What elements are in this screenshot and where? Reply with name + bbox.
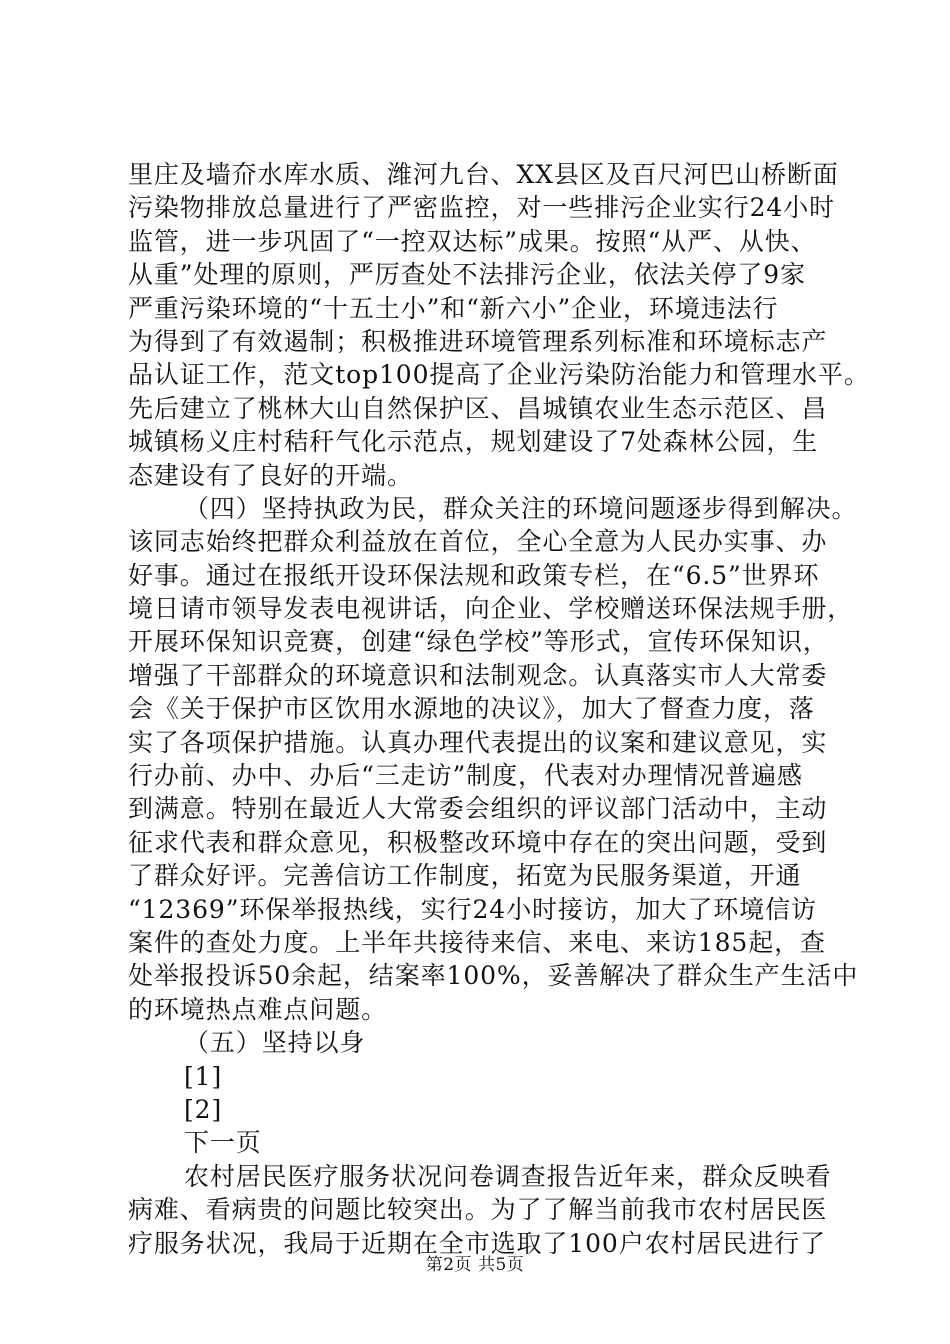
text-line: 该同志始终把群众利益放在首位，全心全意为人民办实事、办 xyxy=(128,527,828,557)
text-line: 为得到了有效遏制；积极推进环境管理系列标准和环境标志产 xyxy=(128,326,828,356)
text-line: 城镇杨义庄村秸秆气化示范点，规划建设了7处森林公园，生 xyxy=(128,427,819,457)
text-line: 征求代表和群众意见，积极整改环境中存在的突出问题，受到 xyxy=(128,827,828,857)
next-page-link[interactable]: 下一页 xyxy=(184,1128,262,1158)
text-line: 严重污染环境的“十五土小”和“新六小”企业，环境违法行 xyxy=(128,293,779,323)
text-line: 先后建立了桃林大山自然保护区、昌城镇农业生态示范区、昌 xyxy=(128,393,828,423)
text-line: 实了各项保护措施。认真办理代表提出的议案和建议意见，实 xyxy=(128,727,828,757)
text-line: 污染物排放总量进行了严密监控，对一些排污企业实行24小时 xyxy=(128,193,836,223)
page-link-2[interactable]: [2] xyxy=(184,1094,223,1124)
text-line: 病难、看病贵的问题比较突出。为了了解当前我市农村居民医 xyxy=(128,1195,828,1225)
text-line: 农村居民医疗服务状况问卷调查报告近年来，群众反映看 xyxy=(184,1161,832,1191)
text-line: 到满意。特别在最近人大常委会组织的评议部门活动中，主动 xyxy=(128,794,828,824)
text-line: 境日请市领导发表电视讲话，向企业、学校赠送环保法规手册， xyxy=(128,594,854,624)
text-line: 案件的查处力度。上半年共接待来信、来电、来访185起，查 xyxy=(128,927,826,957)
text-line: 行办前、办中、办后“三走访”制度，代表对办理情况普遍感 xyxy=(128,761,803,791)
text-line: 态建设有了良好的开端。 xyxy=(128,460,413,490)
text-line: 的环境热点难点问题。 xyxy=(128,994,388,1024)
text-line: 品认证工作，范文top100提高了企业污染防治能力和管理水平。 xyxy=(128,360,870,390)
text-line: 会《关于保护市区饮用水源地的决议》，加大了督查力度，落 xyxy=(128,694,815,724)
section-heading-line: （五）坚持以身 xyxy=(184,1028,366,1058)
page-footer: 第2页 共5页 xyxy=(425,1255,525,1275)
text-line: 好事。通过在报纸开设环保法规和政策专栏，在“6.5”世界环 xyxy=(128,560,820,590)
text-line: 开展环保知识竞赛，创建“绿色学校”等形式，宣传环保知识， xyxy=(128,627,829,657)
text-line: 处举报投诉50余起，结案率100%，妥善解决了群众生产生活中 xyxy=(128,961,859,991)
text-line: 了群众好评。完善信访工作制度，拓宽为民服务渠道，开通 xyxy=(128,861,802,891)
page-link-1[interactable]: [1] xyxy=(184,1061,223,1091)
text-line: 增强了干部群众的环境意识和法制观念。认真落实市人大常委 xyxy=(128,660,828,690)
document-body xyxy=(128,158,870,1260)
text-line: 监管，进一步巩固了“一控双达标”成果。按照“从严、从快、 xyxy=(128,226,817,256)
section-heading-line: （四）坚持执政为民，群众关注的环境问题逐步得到解决。 xyxy=(184,493,858,523)
text-line: 从重”处理的原则，严厉查处不法排污企业，依法关停了9家 xyxy=(128,260,806,290)
text-line: “12369”环保举报热线，实行24小时接访，加大了环境信访 xyxy=(128,894,817,924)
text-line: 里庄及墙夼水库水质、潍河九台、XX县区及百尺河巴山桥断面 xyxy=(128,160,839,189)
text-line: 疗服务状况，我局于近期在全市选取了100户农村居民进行了 xyxy=(128,1228,826,1258)
